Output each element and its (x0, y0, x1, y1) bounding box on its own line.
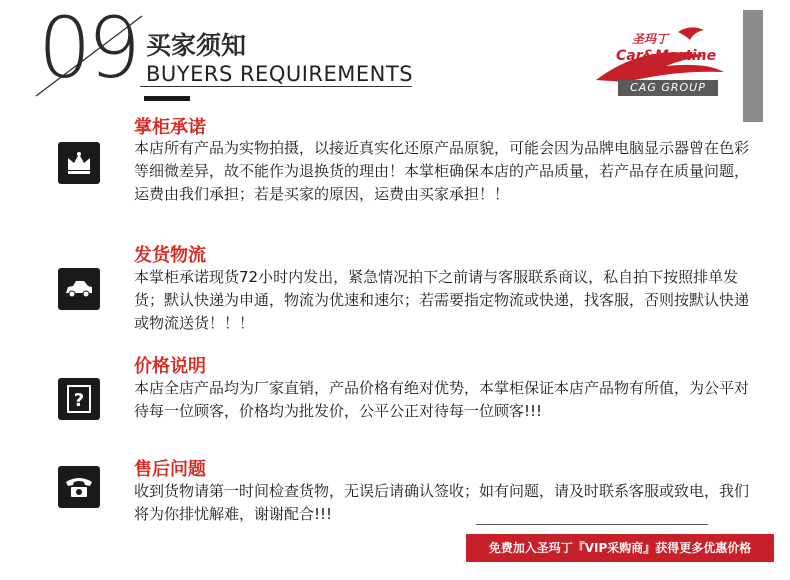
title-underline-bar (144, 96, 190, 101)
car-icon (58, 268, 100, 310)
phone-icon (58, 466, 100, 508)
svg-text:?: ? (73, 390, 85, 411)
brand-logo-cn: 圣玛丁 (632, 32, 669, 46)
section-number: 09 (38, 0, 137, 97)
section-title-price: 价格说明 (134, 356, 206, 377)
section-body-aftersales: 收到货物请第一时间检查货物，无误后请确认签收；如有问题，请及时联系客服或致电，我们将为你排忧解难，谢谢配合!!! (134, 482, 750, 523)
question-icon (58, 378, 100, 420)
decorative-vertical-bar (743, 10, 763, 122)
brand-logo-group: CAG GROUP (618, 80, 718, 96)
title-divider (140, 86, 412, 87)
page-title-cn: 买家须知 (146, 31, 247, 60)
brand-logo-en: Car&Martine (616, 48, 717, 64)
page-title-en: BUYERS REQUIREMENTS (146, 62, 414, 86)
section-title-aftersales: 售后问题 (134, 459, 206, 480)
section-body-promise: 本店所有产品为实物拍摄，以接近真实化还原产品原貌，可能会因为品牌电脑显示器曾在色彩等细微差异，故不能作为退换货的理由！本掌柜确保本店的产品质量，若产品存在质量问题，运费由我们承担；若是买家的原因，运费由买家承担！！ (134, 139, 750, 203)
vip-promo-banner[interactable]: 免费加入圣玛丁『VIP采购商』获得更多优惠价格 (466, 534, 774, 562)
footer-divider (476, 524, 708, 525)
section-body-price: 本店全店产品均为厂家直销，产品价格有绝对优势，本掌柜保证本店产品物有所值，为公平对待每一位顾客，价格均为批发价，公平公正对待每一位顾客!!! (134, 379, 750, 420)
section-title-shipping: 发货物流 (134, 245, 206, 266)
section-body-shipping: 本掌柜承诺现货72小时内发出，紧急情况拍下之前请与客服联系商议，私自拍下按照排单发货；默认快递为申通，物流为优速和速尔；若需要指定物流或快递，找客服，否则按默认快递或物流送货！！！ (134, 268, 750, 332)
crown-icon (58, 142, 100, 184)
section-title-promise: 掌柜承诺 (134, 117, 206, 138)
